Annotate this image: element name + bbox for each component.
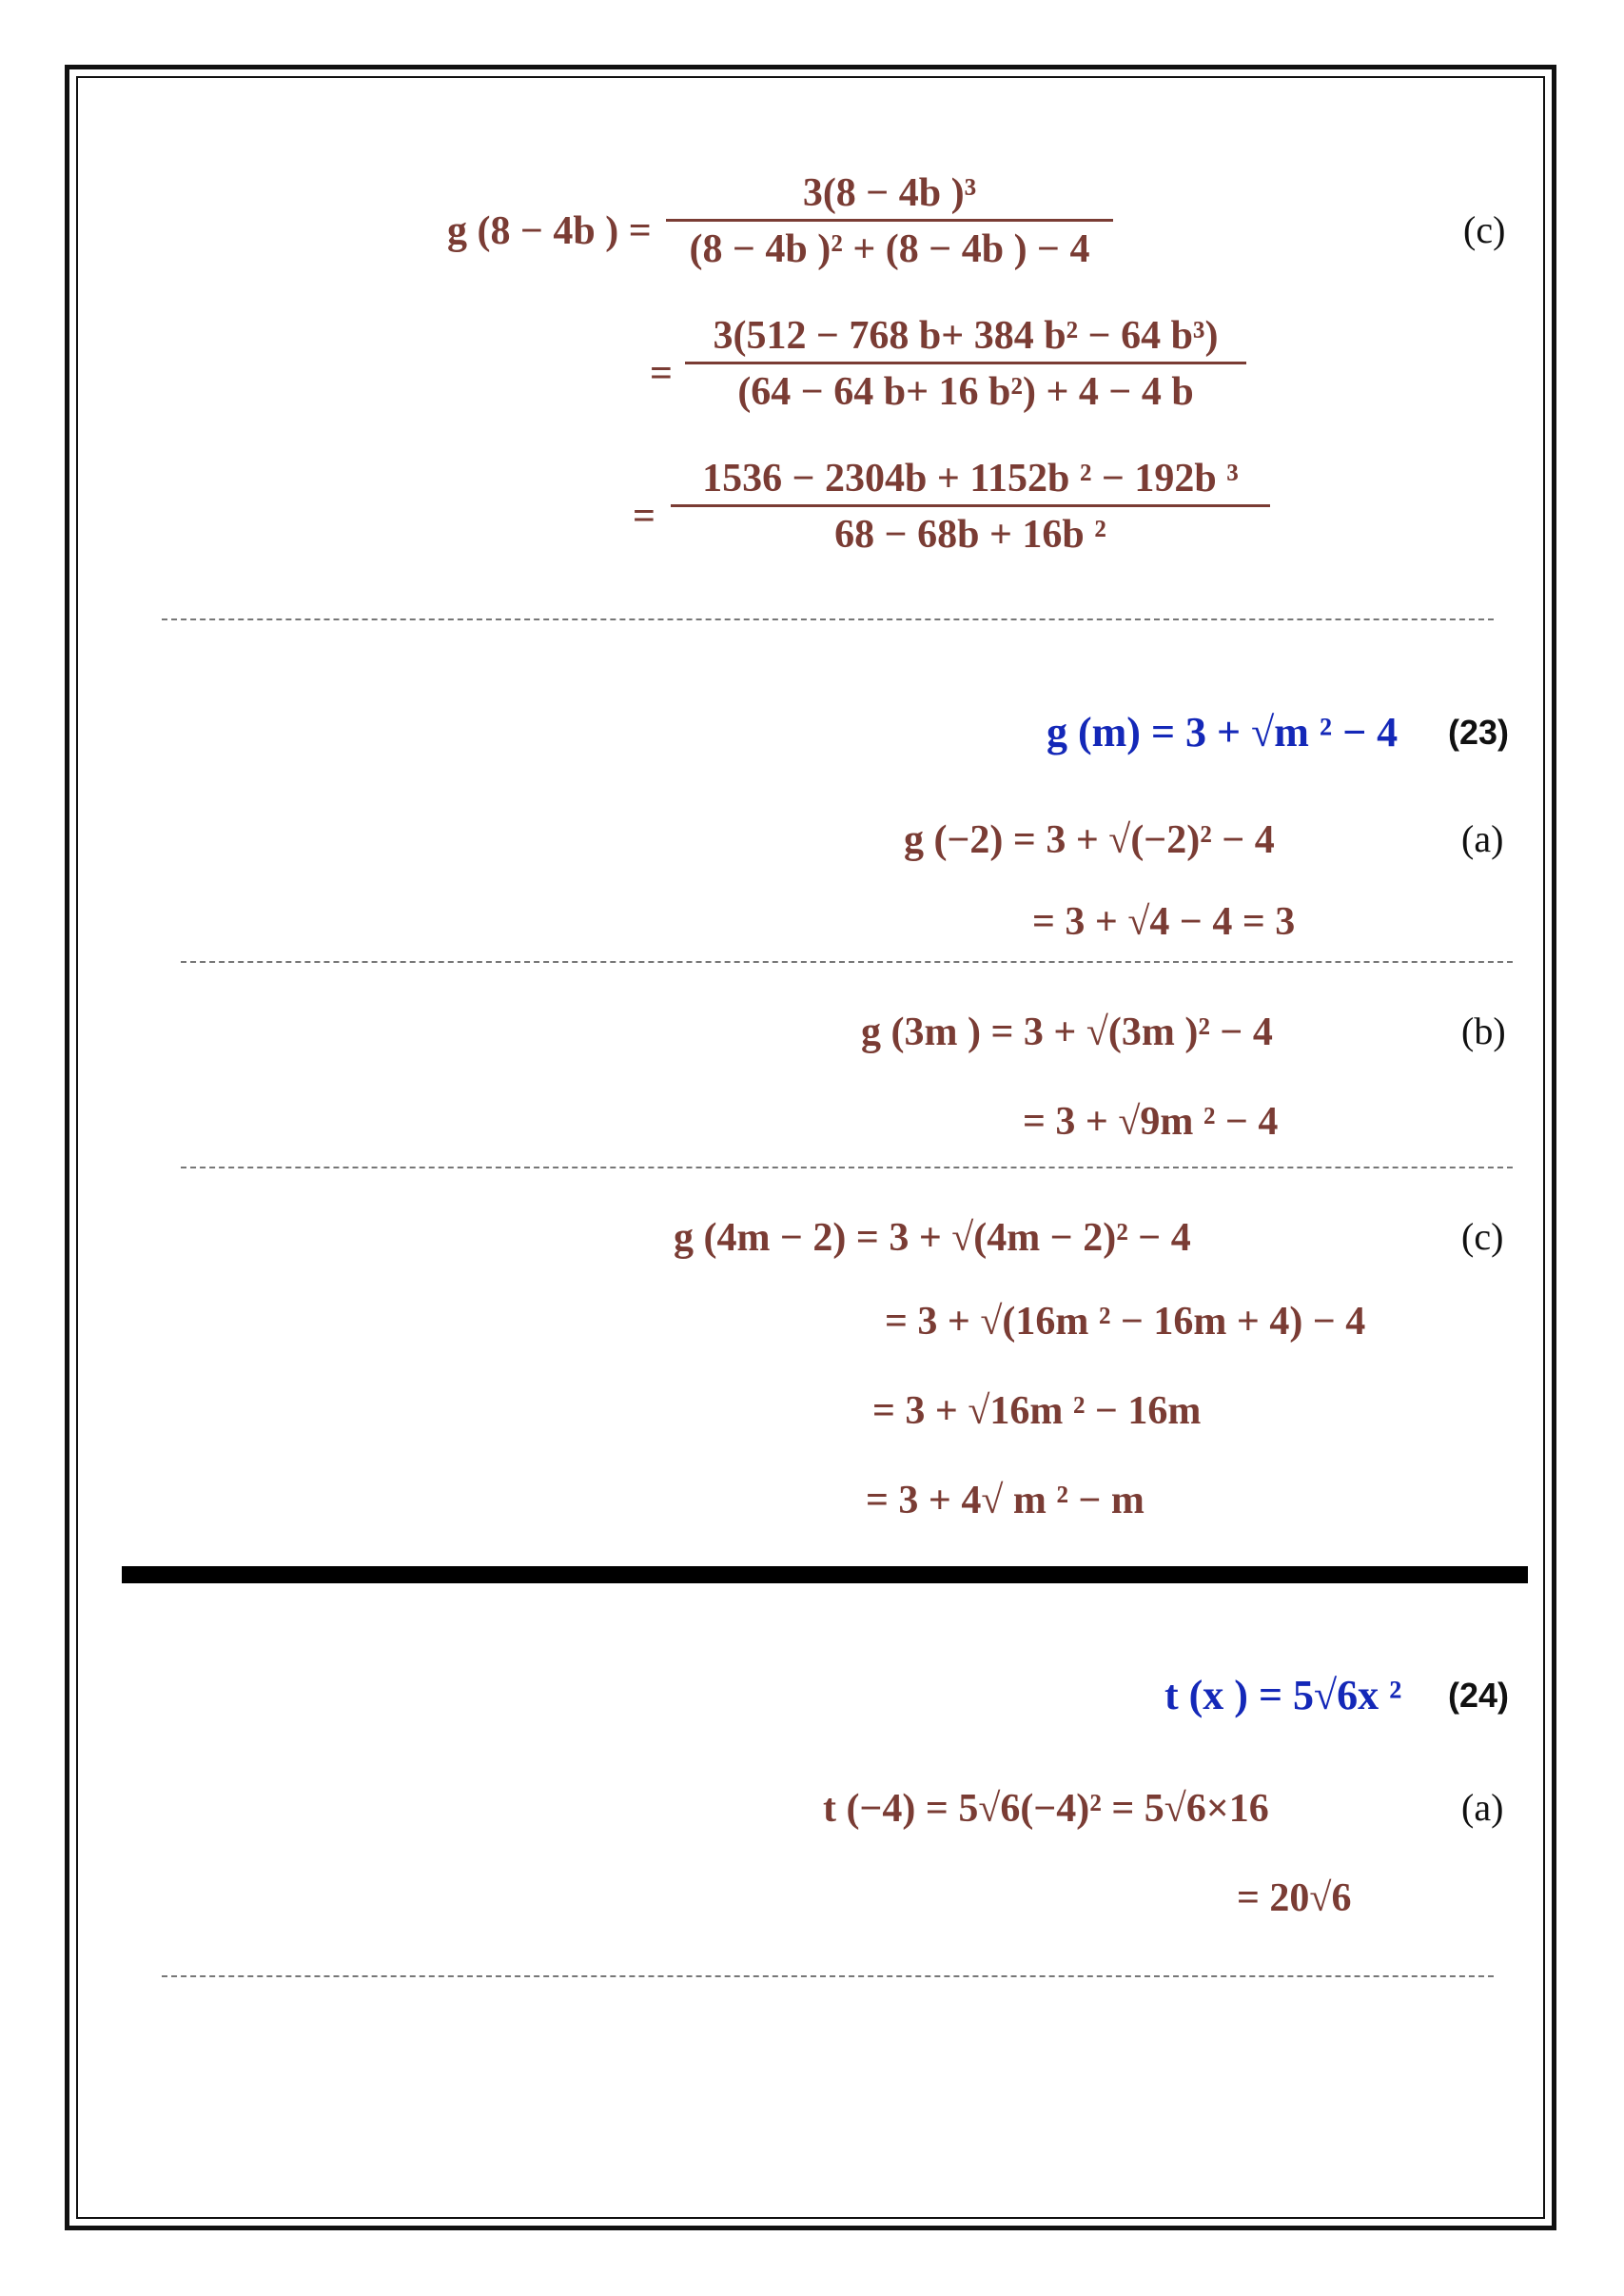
part-c-label: (c) xyxy=(1463,208,1506,251)
problem-24-function: t (x ) = 5√6x ² xyxy=(1164,1672,1402,1718)
problem-23c-line1: g (4m − 2) = 3 + √(4m − 2)² − 4 xyxy=(674,1216,1191,1260)
fraction-1-denominator: (8 − 4b )² + (8 − 4b ) − 4 xyxy=(689,227,1090,271)
part-c-eq3: = xyxy=(633,495,655,539)
problem-23b-line2: = 3 + √9m ² − 4 xyxy=(1023,1100,1279,1144)
problem-23a-label: (a) xyxy=(1461,817,1504,860)
problem-24a-label: (a) xyxy=(1461,1786,1504,1829)
section-separator xyxy=(122,1566,1528,1583)
problem-23c-line2: = 3 + √(16m ² − 16m + 4) − 4 xyxy=(885,1300,1366,1344)
problem-24-number: (24) xyxy=(1448,1676,1510,1715)
problem-23-number: (23) xyxy=(1448,713,1510,752)
part-c-eq2: = xyxy=(650,352,673,396)
problem-23a-line1: g (−2) = 3 + √(−2)² − 4 xyxy=(904,818,1275,862)
divider xyxy=(162,617,1494,620)
part-c-lhs: g (8 − 4b ) = xyxy=(447,209,652,253)
fraction-3-denominator: 68 − 68b + 16b ² xyxy=(834,513,1106,557)
problem-24a-line2: = 20√6 xyxy=(1237,1876,1352,1920)
problem-23b-label: (b) xyxy=(1461,1010,1506,1052)
problem-23b-line1: g (3m ) = 3 + √(3m )² − 4 xyxy=(861,1011,1273,1054)
divider xyxy=(181,959,1513,963)
problem-23c-line3: = 3 + √16m ² − 16m xyxy=(872,1389,1202,1433)
part-c-fraction-1 xyxy=(666,173,1113,269)
problem-24a-line1: t (−4) = 5√6(−4)² = 5√6×16 xyxy=(823,1787,1269,1831)
part-c-fraction-2 xyxy=(685,316,1246,412)
divider xyxy=(181,1165,1513,1168)
fraction-2-numerator: 3(512 − 768 b+ 384 b² − 64 b³) xyxy=(713,314,1219,358)
problem-23c-label: (c) xyxy=(1461,1215,1504,1258)
fraction-1-numerator: 3(8 − 4b )³ xyxy=(802,171,977,215)
problem-23-function: g (m) = 3 + √m ² − 4 xyxy=(1047,709,1399,756)
fraction-3-numerator: 1536 − 2304b + 1152b ² − 192b ³ xyxy=(702,457,1239,500)
problem-23c-line4: = 3 + 4√ m ² − m xyxy=(866,1479,1145,1522)
fraction-2-denominator: (64 − 64 b+ 16 b²) + 4 − 4 b xyxy=(737,370,1194,414)
divider xyxy=(162,1973,1494,1977)
part-c-fraction-3 xyxy=(671,459,1270,555)
problem-23a-line2: = 3 + √4 − 4 = 3 xyxy=(1032,900,1296,944)
